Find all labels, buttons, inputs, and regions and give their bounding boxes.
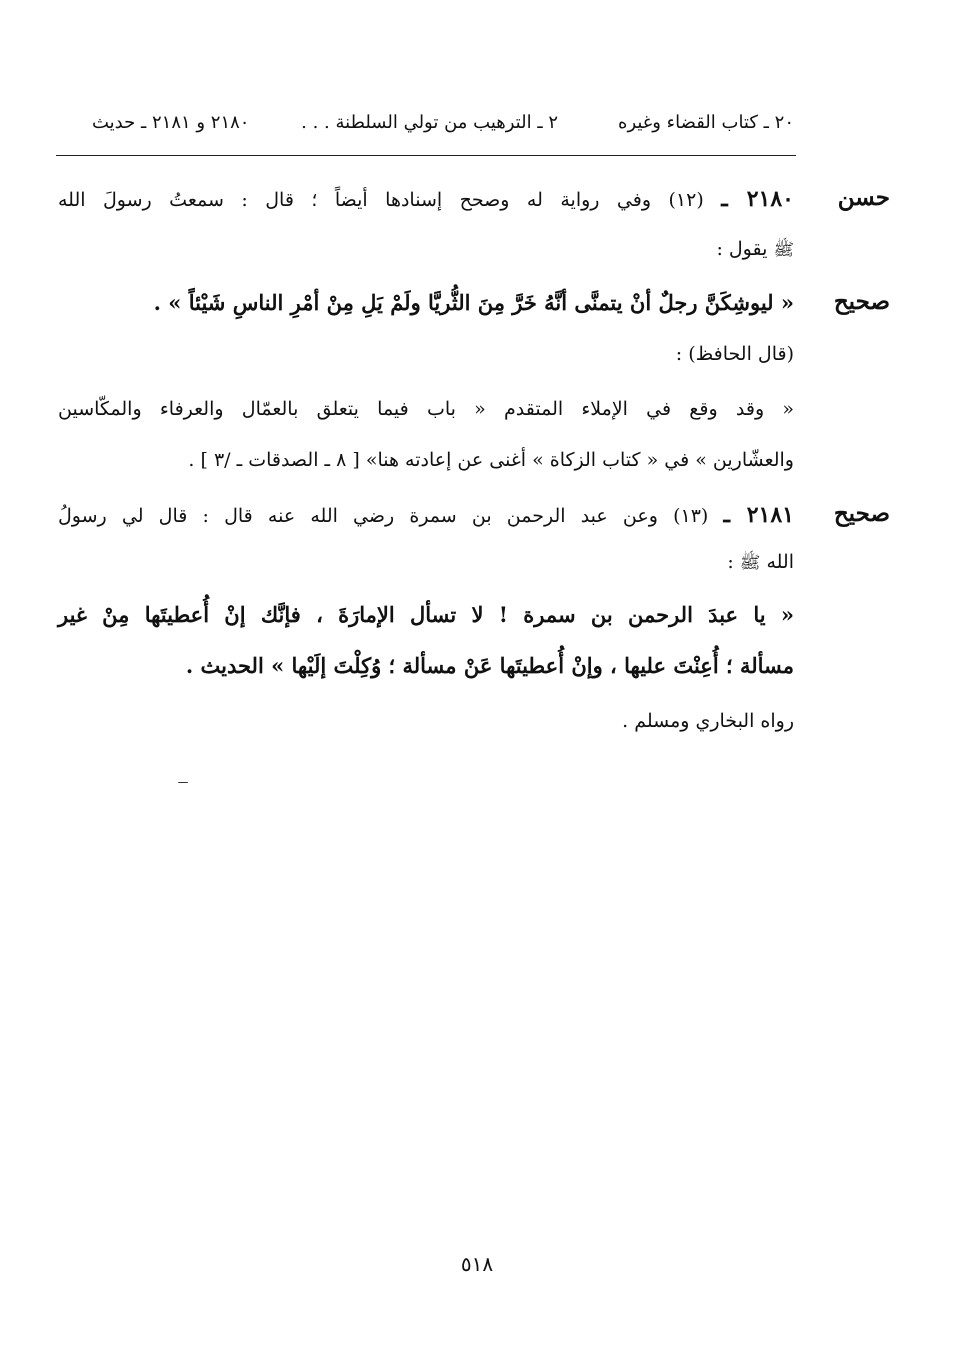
note-line-1: « وقد وقع في الإملاء المتقدم « باب فيما يتعلق بالعمّال والعرفاء والمكّاسين bbox=[58, 398, 794, 420]
running-header bbox=[92, 112, 794, 142]
grade-label-hasan: حسن bbox=[837, 184, 890, 211]
salutation-symbol: ﷺ bbox=[773, 240, 794, 260]
grade-label-sahih: صحيح bbox=[833, 288, 890, 315]
hadith-source: رواه البخاري ومسلم . bbox=[622, 710, 794, 732]
hadith-2180-quote: « ليوشِكَنَّ رجلٌ أنْ يتمنَّى أنَّهُ خَرَّ مِنَ الثُّريَّا ولَمْ يَلِ مِنْ أمْرِ الناسِ شَيْئاً » . bbox=[153, 290, 794, 315]
hadith-text: الله bbox=[766, 551, 794, 573]
hadith-2180-line-2 bbox=[716, 238, 794, 264]
note-line-2: والعشّارين » في « كتاب الزكاة » أغنى عن إعادته هنا» [ ٨ ـ الصدقات ـ /٣ ] . bbox=[188, 449, 794, 471]
salutation-symbol: ﷺ bbox=[739, 553, 761, 573]
hadith-number: ٢١٨٠ ـ bbox=[721, 186, 794, 212]
hadith-2181-line-1 bbox=[58, 502, 794, 528]
header-divider bbox=[56, 155, 796, 156]
header-section: ٢ ـ الترهيب من تولي السلطنة . . . bbox=[301, 112, 558, 133]
hadith-text: (١٣) وعن عبد الرحمن بن سمرة رضي الله عنه قال : قال لي رسولُ bbox=[58, 505, 709, 527]
hadith-text: (١٢) وفي رواية له وصحح إسنادها أيضاً ؛ قال : سمعتُ رسولَ الله bbox=[58, 189, 704, 211]
hadith-2181-quote-line-2: مسألة ؛ أُعِنْتَ عليها ، وإنْ أُعطيتَها عَنْ مسألة ؛ وُكِلْتَ إلَيْها » الحديث . bbox=[185, 653, 794, 678]
note-label: (قال الحافظ) : bbox=[675, 343, 794, 365]
hadith-2181-line-2 bbox=[727, 551, 794, 577]
hadith-number: ٢١٨١ ـ bbox=[723, 502, 794, 528]
hadith-2180-line-1 bbox=[58, 186, 794, 212]
hadith-text-end: : bbox=[727, 551, 734, 573]
stray-mark bbox=[178, 782, 188, 783]
hadith-text: يقول : bbox=[716, 238, 768, 260]
header-hadith-range: ٢١٨٠ و ٢١٨١ ـ حديث bbox=[92, 112, 250, 133]
grade-label-sahih: صحيح bbox=[833, 500, 890, 527]
hadith-2181-quote-line-1: « يا عبدَ الرحمن بن سمرة ! لا تسأل الإمارَةَ ، فإنَّك إنْ أُعطيتَها مِنْ غير bbox=[58, 602, 794, 627]
page-number: ٥١٨ bbox=[460, 1252, 494, 1276]
header-chapter: ٢٠ ـ كتاب القضاء وغيره bbox=[618, 112, 794, 133]
